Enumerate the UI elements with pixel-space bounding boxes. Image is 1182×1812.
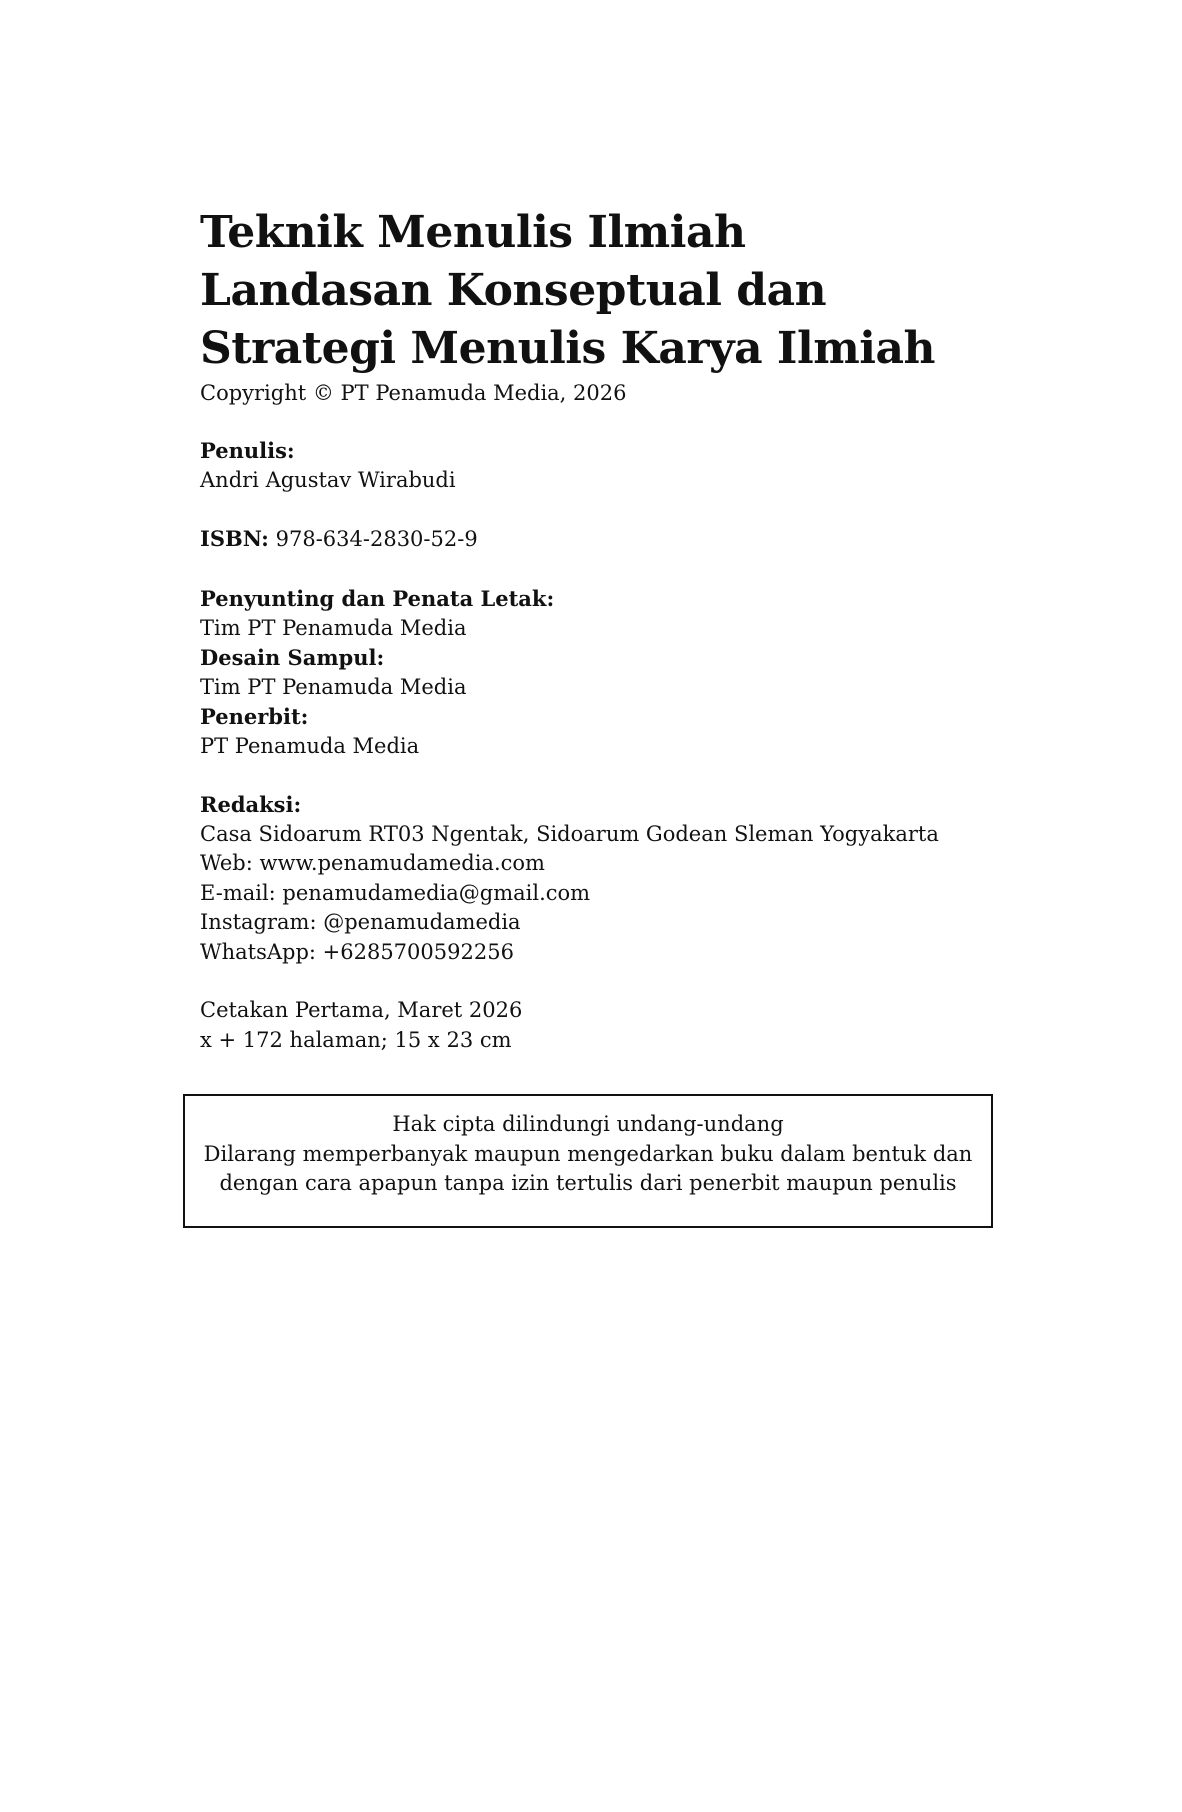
redaksi-email: E-mail: penamudamedia@gmail.com: [200, 880, 591, 905]
notice-line-2: Dilarang memperbanyak maupun mengedarkan buku dalam bentuk dan: [203, 1141, 973, 1166]
book-title-line-2: Landasan Konseptual dan: [200, 265, 827, 316]
printing-info: Cetakan Pertama, Maret 2026: [200, 998, 523, 1022]
redaksi-web: Web: www.penamudamedia.com: [200, 851, 545, 875]
isbn-section: [200, 524, 478, 554]
edition-section: [200, 996, 522, 1055]
redaksi-whatsapp: WhatsApp: +6285700592256: [200, 939, 514, 964]
credits-section: [200, 584, 554, 761]
isbn-value: 978-634-2830-52-9: [268, 527, 478, 551]
notice-line-1: Hak cipta dilindungi undang-undang: [392, 1112, 784, 1136]
publisher-label: Penerbit:: [200, 704, 309, 729]
notice-line-3: dengan cara apapun tanpa izin tertulis dari penerbit maupun penulis: [219, 1171, 957, 1195]
isbn-label: ISBN:: [200, 526, 269, 551]
redaksi-address: Casa Sidoarum RT03 Ngentak, Sidoarum Godean Sleman Yogyakarta: [200, 821, 939, 846]
book-title-line-1: Teknik Menulis Ilmiah: [200, 207, 746, 258]
editor-value: Tim PT Penamuda Media: [200, 615, 467, 640]
redaksi-section: [200, 790, 939, 967]
editor-label: Penyunting dan Penata Letak:: [200, 586, 555, 611]
cover-design-label: Desain Sampul:: [200, 645, 385, 670]
page-count-info: x + 172 halaman; 15 x 23 cm: [200, 1027, 512, 1052]
author-name: Andri Agustav Wirabudi: [200, 467, 456, 492]
redaksi-instagram: Instagram: @penamudamedia: [200, 910, 521, 934]
redaksi-label: Redaksi:: [200, 792, 302, 817]
copyright-notice-box: [183, 1094, 993, 1228]
author-label: Penulis:: [200, 438, 295, 463]
book-title-line-3: Strategi Menulis Karya Ilmiah: [200, 323, 936, 374]
author-section: [200, 436, 456, 495]
cover-design-value: Tim PT Penamuda Media: [200, 674, 467, 699]
publisher-value: PT Penamuda Media: [200, 733, 420, 758]
book-title: [200, 204, 1020, 378]
copyright-notice: Copyright © PT Penamuda Media, 2026: [200, 381, 627, 405]
